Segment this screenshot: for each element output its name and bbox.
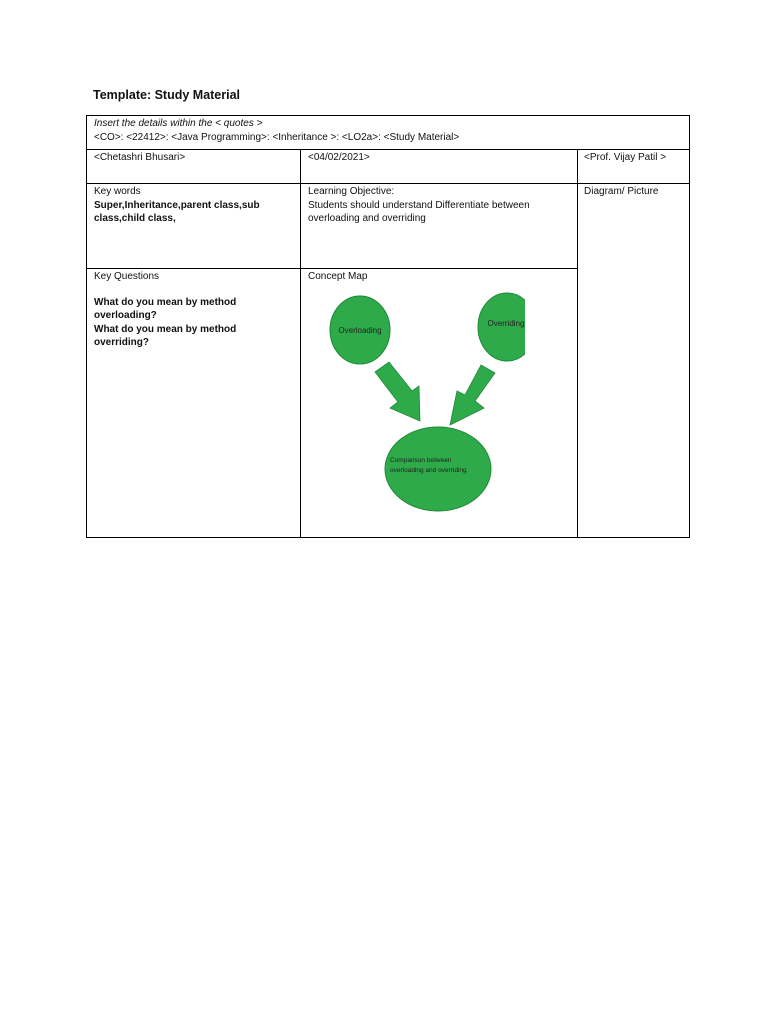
professor-name: <Prof. Vijay Patil > [584,152,667,163]
questions-label: Key Questions [94,271,160,282]
comparison-node-label-line1: Comparison between [390,457,452,464]
keywords-text: Super,Inheritance,parent class,sub class,child class, [94,199,260,224]
keywords-label: Key words [94,186,141,197]
right-arrow [450,365,495,425]
overriding-node-label: Overriding [487,319,525,328]
header-cell [94,117,684,144]
author-name: <Chetashri Bhusari> [94,152,186,163]
question-2: What do you mean by method overriding? [94,323,237,348]
concept-map-label: Concept Map [308,271,368,282]
objective-text: Students should understand Differentiate between overloading and overriding [308,199,530,224]
keywords-cell [94,185,294,226]
question-1: What do you mean by method overloading? [94,296,237,321]
diagram-label: Diagram/ Picture [584,186,659,197]
date-text: <04/02/2021> [308,152,370,163]
overloading-node-label: Overloading [338,326,382,335]
objective-label: Learning Objective: [308,186,395,197]
objective-cell [308,185,570,226]
row-divider [87,268,578,269]
column-divider [300,149,301,537]
row-divider [87,183,689,184]
course-codes: <CO>: <22412>: <Java Programming>: <Inheritance >: <LO2a>: <Study Material> [94,131,460,143]
column-divider [577,149,578,537]
row-divider [87,149,689,150]
page-title: Template: Study Material [93,88,241,102]
instruction-text: Insert the details within the < quotes > [94,118,263,129]
questions-cell [94,270,274,350]
left-arrow [375,362,420,421]
comparison-node-label-line2: overloading and overriding [390,467,467,474]
concept-map-diagram [320,285,525,515]
